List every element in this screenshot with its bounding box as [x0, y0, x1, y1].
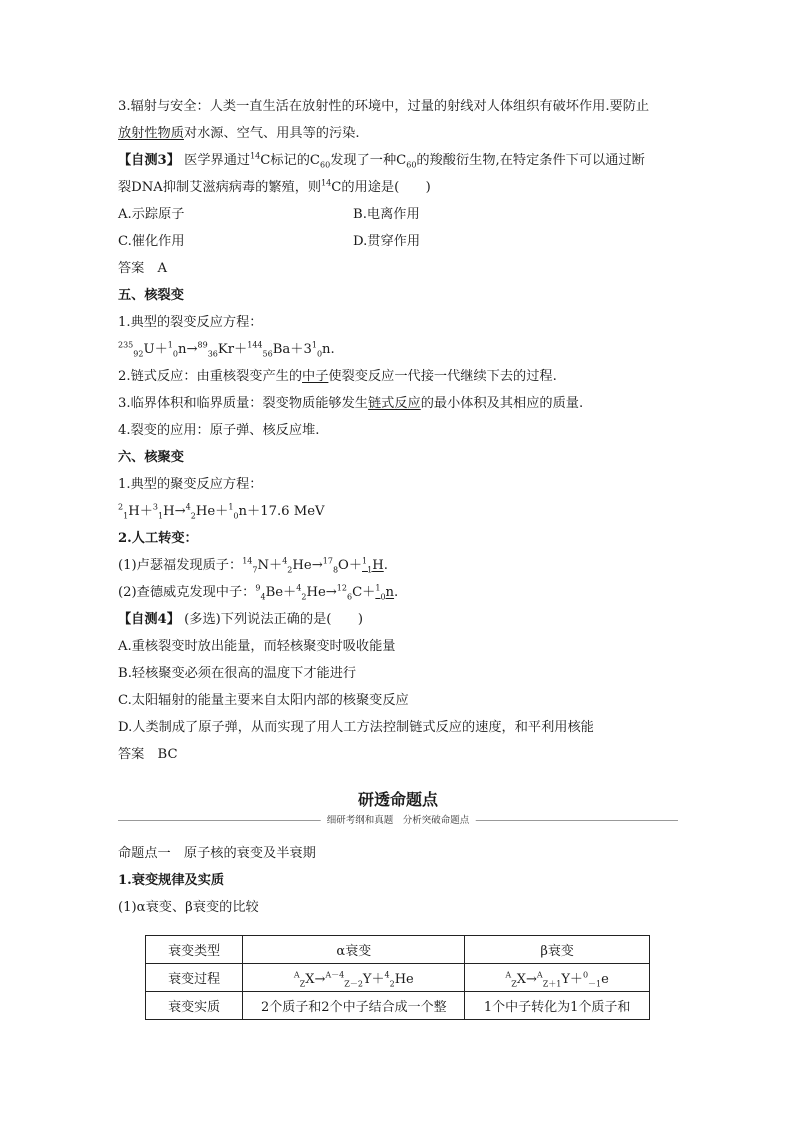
question-4-option-c: C.太阳辐射的能量主要来自太阳内部的核聚变反应: [118, 693, 409, 708]
question-3-cont: 裂DNA抑制艾滋病病毒的繁殖，则$^{14}$C的用途是( ): [118, 178, 431, 195]
option-c: C.催化作用: [118, 234, 185, 249]
question-4-option-b: B.轻核聚变必须在很高的温度下才能进行: [118, 666, 357, 681]
table-row: [146, 964, 650, 992]
question-4-option-d: D.人类制成了原子弹，从而实现了用人工方法控制链式反应的速度，和平利用核能: [118, 720, 594, 735]
fusion-line-2: 2.人工转变：: [118, 531, 198, 546]
fission-line-2: 2.链式反应：由重核裂变产生的中子使裂变反应一代接一代继续下去的过程.: [118, 369, 557, 384]
beta-decay-equation: $^A_Z$X→$^A_{Z+1}$Y＋$^0_{-1}$e: [465, 964, 650, 992]
decay-comparison-table: [145, 935, 650, 1020]
table-header-cell: 衰变类型: [146, 936, 243, 964]
table-header-cell: β衰变: [465, 936, 650, 964]
table-cell: 1个中子转化为1个质子和: [465, 992, 650, 1020]
table-cell: 2个质子和2个中子结合成一个整: [243, 992, 465, 1020]
option-b: B.电离作用: [353, 207, 420, 222]
question-3-options-row-2: [118, 228, 678, 255]
fission-line-1: 1.典型的裂变反应方程：: [118, 315, 263, 330]
rutherford-equation: (1)卢瑟福发现质子：$^{14}_7$N＋$^4_2$He→$^{17}_8$O＋$^1_1$H.: [118, 556, 388, 575]
question-3: 【自测3】 医学界通过$^{14}$C标记的$C_{60}$发现了一种$C_{60}$的羧酸衍生物,在特定条件下可以通过断: [118, 151, 645, 170]
table-header-cell: α衰变: [243, 936, 465, 964]
paragraph-radiation-safety: 3.辐射与安全：人类一直生活在放射性的环境中，过量的射线对人体组织有破坏作用.要防止: [118, 99, 650, 114]
section-subtitle: 细研考纲和真题 分析突破命题点: [321, 812, 476, 826]
fission-equation: $^{235}_{92}U+^1_0n\to^{89}_{36}Kr+^{144}_{56}Ba+3^1_0n$.: [118, 340, 335, 359]
option-d: D.贯穿作用: [353, 234, 421, 249]
answer-3: 答案 A: [118, 261, 168, 276]
chadwick-equation: (2)查德威克发现中子：$^9_4$Be＋$^4_2$He→$^{12}_6$C＋$^1_0$n.: [118, 583, 399, 602]
answer-4: 答案 BC: [118, 747, 178, 762]
table-cell: 衰变过程: [146, 964, 243, 992]
fusion-line-1: 1.典型的聚变反应方程：: [118, 477, 263, 492]
heading-fission: 五、核裂变: [118, 288, 184, 303]
heading-fusion: 六、核聚变: [118, 450, 184, 465]
alpha-decay-equation: $^A_Z$X→$^{A-4}_{Z-2}$Y＋$^4_2$He: [243, 964, 465, 992]
section-title: 研透命题点: [357, 790, 438, 809]
question-4-option-a: A.重核裂变时放出能量，而轻核聚变时吸收能量: [118, 639, 396, 654]
topic-1-point-1-sub: (1)α衰变、β衰变的比较: [118, 900, 259, 915]
section-subtitle-bar: [118, 810, 678, 832]
fusion-equation: $^2_1$H＋$^3_1$H→$^4_2$He＋$^1_0$n＋17.6 MeV: [118, 502, 325, 521]
table-header-row: [146, 936, 650, 964]
table-cell: 衰变实质: [146, 992, 243, 1020]
paragraph-radiation-safety-cont: 放射性物质对水源、空气、用具等的污染.: [118, 126, 360, 141]
topic-1-heading: 命题点一 原子核的衰变及半衰期: [118, 846, 316, 861]
question-3-options-row-1: [118, 201, 678, 228]
document-page: [118, 93, 678, 921]
table-row: [146, 992, 650, 1020]
question-4: 【自测4】 (多选)下列说法正确的是( ): [118, 612, 363, 627]
topic-1-point-1: 1.衰变规律及实质: [118, 873, 225, 888]
fission-line-4: 4.裂变的应用：原子弹、核反应堆.: [118, 423, 320, 438]
option-a: A.示踪原子: [118, 207, 185, 222]
fission-line-3: 3.临界体积和临界质量：裂变物质能够发生链式反应的最小体积及其相应的质量.: [118, 396, 584, 411]
